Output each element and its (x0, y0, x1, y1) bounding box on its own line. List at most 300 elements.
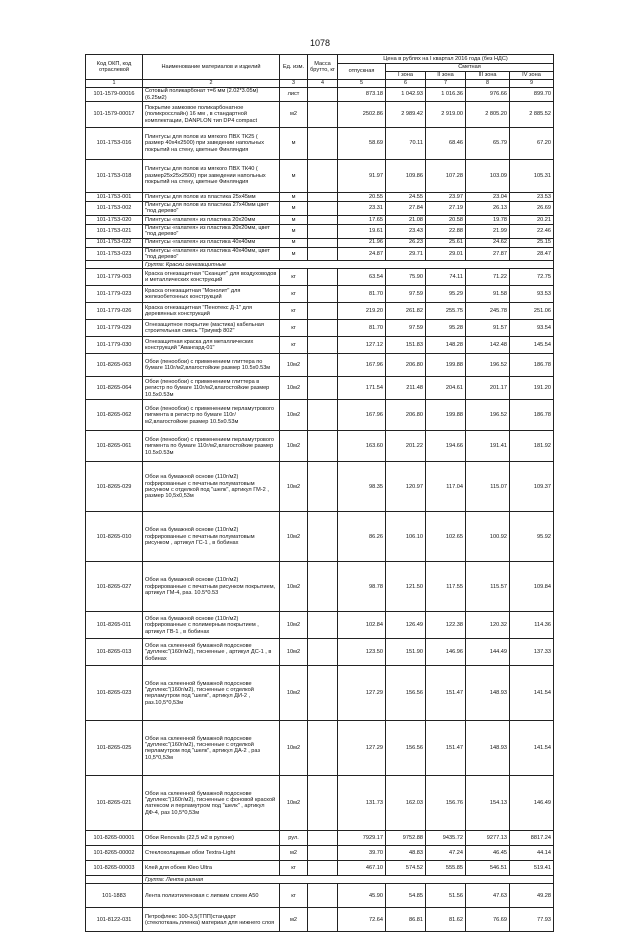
item-mass (308, 224, 338, 238)
item-unit: м (280, 202, 308, 216)
header-unit: Ед. изм. (280, 55, 308, 80)
item-name: Покрытие замковое поликарбонатное (поликросслайн) 16 мм , в стандартной комплектации, DANPLON тип DP4 compact (143, 102, 280, 128)
item-mass (308, 831, 338, 846)
table-row (86, 238, 554, 247)
item-code: 101-1753-023 (86, 247, 143, 261)
price-zone-1: 2 989.42 (386, 102, 426, 128)
price-zone-2: 204.61 (426, 377, 466, 400)
item-mass (308, 884, 338, 908)
item-name: Обои (пенообои) с применением перламутрового пигмента по бумаге 110г/м2,влагостойкие размер 10.5х0.53м (143, 431, 280, 462)
price-zone-4: 77.93 (510, 908, 554, 932)
price-zone-2: 51.56 (426, 884, 466, 908)
table-row (86, 88, 554, 102)
table-row (86, 128, 554, 160)
price-zone-1: 206.80 (386, 400, 426, 431)
table-row (86, 846, 554, 861)
price-zone-1: 70.11 (386, 128, 426, 160)
item-unit: 10м2 (280, 512, 308, 562)
item-mass (308, 908, 338, 932)
column-index: 9 (510, 80, 554, 88)
item-unit: кг (280, 303, 308, 320)
price-zone-1: 24.55 (386, 193, 426, 202)
item-mass (308, 562, 338, 612)
sale-price: 20.55 (338, 193, 386, 202)
item-mass (308, 286, 338, 303)
table-row (86, 354, 554, 377)
item-mass (308, 462, 338, 512)
sale-price: 167.96 (338, 354, 386, 377)
header-mass: Масса брутто, кг (308, 55, 338, 80)
item-mass (308, 639, 338, 666)
price-zone-1: 1 042.93 (386, 88, 426, 102)
price-zone-4: 137.33 (510, 639, 554, 666)
price-zone-4: 20.21 (510, 215, 554, 224)
price-zone-1: 120.97 (386, 462, 426, 512)
item-code: 101-1753-001 (86, 193, 143, 202)
price-zone-2: 117.04 (426, 462, 466, 512)
item-mass (308, 377, 338, 400)
price-zone-3: 144.49 (466, 639, 510, 666)
price-zone-2: 148.28 (426, 337, 466, 354)
price-zone-1: 48.83 (386, 846, 426, 861)
price-zone-2: 68.46 (426, 128, 466, 160)
price-zone-1: 109.86 (386, 160, 426, 193)
item-code: 101-8265-025 (86, 721, 143, 776)
price-zone-3: 245.78 (466, 303, 510, 320)
sale-price: 17.65 (338, 215, 386, 224)
price-zone-3: 2 805.20 (466, 102, 510, 128)
item-name: Плинтусы «галатея» из пластика 20х20мм, цвет "под дерево" (143, 224, 280, 238)
price-zone-3: 115.07 (466, 462, 510, 512)
price-zone-2: 122.38 (426, 612, 466, 639)
sale-price: 21.96 (338, 238, 386, 247)
price-zone-3: 71.22 (466, 269, 510, 286)
price-zone-3: 91.58 (466, 286, 510, 303)
item-unit: м (280, 128, 308, 160)
sale-price: 39.70 (338, 846, 386, 861)
price-zone-2: 22.88 (426, 224, 466, 238)
price-zone-2: 194.66 (426, 431, 466, 462)
item-unit: кг (280, 269, 308, 286)
item-name: Обои на бумажной основе (110г/м2) гофрированные с печатным рисунком покрытием, артикул ГМ-4, раз. 10.5*0.53 (143, 562, 280, 612)
sale-price: 102.84 (338, 612, 386, 639)
item-mass (308, 776, 338, 831)
column-index: 8 (466, 80, 510, 88)
item-mass (308, 269, 338, 286)
item-code: 101-8265-023 (86, 666, 143, 721)
price-zone-2: 20.58 (426, 215, 466, 224)
price-zone-4: 146.49 (510, 776, 554, 831)
table-row (86, 320, 554, 337)
price-zone-3: 120.32 (466, 612, 510, 639)
table-row (86, 612, 554, 639)
price-zone-4: 95.92 (510, 512, 554, 562)
price-zone-4: 93.54 (510, 320, 554, 337)
table-row (86, 462, 554, 512)
table-row (86, 861, 554, 876)
header-zone-2: II зона (426, 72, 466, 80)
price-zone-1: 206.80 (386, 354, 426, 377)
price-zone-3: 103.09 (466, 160, 510, 193)
price-zone-1: 211.48 (386, 377, 426, 400)
price-zone-1: 574.52 (386, 861, 426, 876)
item-name: Обои (пенообои) с применением глиттера по бумаге 110г/м2,влагостойкие размер 10.5х0.53м (143, 354, 280, 377)
table-row (86, 512, 554, 562)
item-code: 101-1779-029 (86, 320, 143, 337)
price-zone-2: 199.88 (426, 354, 466, 377)
table-row (86, 193, 554, 202)
price-zone-4: 2 885.52 (510, 102, 554, 128)
item-name: Обои на бумажной основе (110г/м2) гофрированные с печатным полуматовым рисунком с отделкой под "шелк", артикул ГМ-2 , размер 10,5х0,53м (143, 462, 280, 512)
price-zone-3: 26.13 (466, 202, 510, 216)
price-zone-2: 25.61 (426, 238, 466, 247)
item-mass (308, 512, 338, 562)
item-mass (308, 215, 338, 224)
item-unit: м2 (280, 102, 308, 128)
item-mass (308, 247, 338, 261)
price-zone-2: 29.01 (426, 247, 466, 261)
price-zone-2: 47.24 (426, 846, 466, 861)
item-unit: 10м2 (280, 612, 308, 639)
price-table (85, 54, 554, 932)
price-zone-3: 23.04 (466, 193, 510, 202)
column-index: 4 (308, 80, 338, 88)
price-zone-2: 95.29 (426, 286, 466, 303)
table-row (86, 303, 554, 320)
item-unit: кг (280, 286, 308, 303)
sale-price: 98.78 (338, 562, 386, 612)
item-code: 101-8265-063 (86, 354, 143, 377)
table-row (86, 102, 554, 128)
item-name: Петрофлекс 100-3,5(ТПП)стандарт (стеклоткань,пленка) материал для нижнего слоя (143, 908, 280, 932)
price-zone-3: 148.93 (466, 666, 510, 721)
price-zone-1: 156.56 (386, 721, 426, 776)
item-unit: м (280, 224, 308, 238)
item-code: 101-1779-003 (86, 269, 143, 286)
item-code: 101-1753-022 (86, 238, 143, 247)
table-row (86, 377, 554, 400)
price-zone-3: 148.93 (466, 721, 510, 776)
header-zone-1: I зона (386, 72, 426, 80)
price-zone-4: 181.92 (510, 431, 554, 462)
table-header (86, 55, 554, 88)
item-unit: кг (280, 861, 308, 876)
item-name: Обои на склеенной бумажной подоснове "дуплекс"(160г/м2), тисненные с отделкой перламутром под "шелк", артикул ДА-2 , раз 10,5*0,53м (143, 721, 280, 776)
item-unit: 10м2 (280, 776, 308, 831)
price-zone-2: 199.88 (426, 400, 466, 431)
sale-price: 24.87 (338, 247, 386, 261)
table-row (86, 721, 554, 776)
price-zone-1: 162.03 (386, 776, 426, 831)
sale-price: 72.64 (338, 908, 386, 932)
price-zone-2: 107.28 (426, 160, 466, 193)
price-zone-3: 91.57 (466, 320, 510, 337)
price-zone-3: 115.57 (466, 562, 510, 612)
item-code: 101-8265-011 (86, 612, 143, 639)
table-row (86, 884, 554, 908)
item-name: Огнезащитная краска для металлических конструкций "Авангард-01" (143, 337, 280, 354)
column-index: 6 (386, 80, 426, 88)
price-zone-4: 105.31 (510, 160, 554, 193)
price-zone-1: 201.22 (386, 431, 426, 462)
price-zone-1: 151.90 (386, 639, 426, 666)
sale-price: 81.70 (338, 286, 386, 303)
price-zone-1: 86.81 (386, 908, 426, 932)
price-zone-4: 23.53 (510, 193, 554, 202)
item-name: Краска огнезащитная "Пенотекс Д-1" для деревянных конструкций (143, 303, 280, 320)
item-unit: 10м2 (280, 721, 308, 776)
header-price-title: Цена в рублях на I квартал 2016 года (без НДС) (338, 55, 554, 64)
price-zone-1: 126.49 (386, 612, 426, 639)
item-unit: кг (280, 320, 308, 337)
item-unit: м (280, 247, 308, 261)
item-code: 101-8265-062 (86, 400, 143, 431)
item-mass (308, 337, 338, 354)
price-zone-4: 186.78 (510, 354, 554, 377)
header-code: Код ОКП, код отраслевой (86, 55, 143, 80)
sale-price: 167.96 (338, 400, 386, 431)
price-zone-4: 141.54 (510, 666, 554, 721)
price-zone-2: 151.47 (426, 721, 466, 776)
table-row (86, 776, 554, 831)
item-mass (308, 721, 338, 776)
sale-price: 219.20 (338, 303, 386, 320)
sale-price: 2502.86 (338, 102, 386, 128)
item-code: 101-8265-010 (86, 512, 143, 562)
price-zone-1: 97.59 (386, 286, 426, 303)
item-code: 101-1579-00017 (86, 102, 143, 128)
item-name: Плинтусы «галатея» из пластика 40х40мм, цвет "под дерево" (143, 247, 280, 261)
item-code: 101-8265-027 (86, 562, 143, 612)
sale-price: 131.73 (338, 776, 386, 831)
column-index: 1 (86, 80, 143, 88)
sale-price: 86.26 (338, 512, 386, 562)
price-zone-3: 546.51 (466, 861, 510, 876)
item-name: Плинтусы для полов из мягкого ПВХ ТК40 ( размер25х25х2500) при заведении напольных покрытий на стену, цветные Финляндия (143, 160, 280, 193)
item-mass (308, 846, 338, 861)
item-unit: м2 (280, 908, 308, 932)
item-unit: 10м2 (280, 400, 308, 431)
item-code: 101-8265-00002 (86, 846, 143, 861)
item-mass (308, 400, 338, 431)
price-zone-1: 121.50 (386, 562, 426, 612)
table-row (86, 247, 554, 261)
price-zone-2: 74.11 (426, 269, 466, 286)
item-unit: м (280, 160, 308, 193)
item-mass (308, 102, 338, 128)
table-row (86, 666, 554, 721)
price-zone-3: 100.92 (466, 512, 510, 562)
header-sale-price: отпускная (338, 64, 386, 80)
sale-price: 45.90 (338, 884, 386, 908)
price-zone-1: 97.59 (386, 320, 426, 337)
table-row (86, 831, 554, 846)
price-zone-4: 26.69 (510, 202, 554, 216)
price-zone-1: 261.82 (386, 303, 426, 320)
price-zone-1: 9752.88 (386, 831, 426, 846)
price-zone-4: 72.75 (510, 269, 554, 286)
group-row (86, 876, 554, 884)
price-zone-4: 49.28 (510, 884, 554, 908)
sale-price: 7929.17 (338, 831, 386, 846)
item-code: 101-1753-021 (86, 224, 143, 238)
column-index: 3 (280, 80, 308, 88)
sale-price: 171.54 (338, 377, 386, 400)
item-unit: 10м2 (280, 462, 308, 512)
group-title: Группа: Лента разная (143, 876, 554, 884)
item-code: 101-8265-00001 (86, 831, 143, 846)
item-mass (308, 666, 338, 721)
price-zone-4: 519.41 (510, 861, 554, 876)
item-name: Плинтусы для полов из пластика 25х45мм (143, 193, 280, 202)
sale-price: 127.29 (338, 721, 386, 776)
item-name: Обои (пенообои) с применением перламутрового пигмента в регистр по бумаге 110г/м2,влагостойкие размер 10.5х0.53м (143, 400, 280, 431)
item-code: 101-1779-023 (86, 286, 143, 303)
item-name: Обои Renovalis (22,5 м2 в рулоне) (143, 831, 280, 846)
group-title: Группа: Краски огнезащитные (143, 261, 554, 269)
item-code: 101-1753-002 (86, 202, 143, 216)
price-zone-2: 117.55 (426, 562, 466, 612)
price-zone-2: 156.76 (426, 776, 466, 831)
table-row (86, 639, 554, 666)
item-code: 101-1883 (86, 884, 143, 908)
item-mass (308, 612, 338, 639)
price-zone-3: 142.48 (466, 337, 510, 354)
item-name: Краска огнезащитная "Сканцит" для воздуховодов и металлических конструкций (143, 269, 280, 286)
price-zone-2: 2 919.00 (426, 102, 466, 128)
item-unit: 10м2 (280, 639, 308, 666)
item-unit: 10м2 (280, 377, 308, 400)
item-name: Обои на бумажной основе (110г/м2) гофрированные с печатным полуматовым рисунком , артикул ГС-1 , в бобинах (143, 512, 280, 562)
item-unit: 10м2 (280, 562, 308, 612)
price-zone-2: 255.75 (426, 303, 466, 320)
item-unit: м2 (280, 846, 308, 861)
price-zone-3: 65.79 (466, 128, 510, 160)
item-name: Сотовый поликарбонат т=6 мм (2.02*3.05м) (6.25м2) (143, 88, 280, 102)
item-name: Краска огнезащитная "Монолит" для железобетонных конструкций (143, 286, 280, 303)
price-zone-1: 75.90 (386, 269, 426, 286)
sale-price: 58.69 (338, 128, 386, 160)
table-row (86, 908, 554, 932)
price-zone-1: 156.56 (386, 666, 426, 721)
table-row (86, 269, 554, 286)
item-mass (308, 202, 338, 216)
price-zone-4: 186.78 (510, 400, 554, 431)
table-row (86, 562, 554, 612)
price-zone-3: 196.52 (466, 400, 510, 431)
item-name: Плинтусы «галатея» из пластика 40х40мм (143, 238, 280, 247)
price-zone-3: 201.17 (466, 377, 510, 400)
price-zone-4: 109.37 (510, 462, 554, 512)
item-name: Обои на склеенной бумажной подоснове "дуплекс"(160г/м2), тисненные с отделкой перламутром под "шелк", артикул ДИ-2 , раз.10,5*0,53м (143, 666, 280, 721)
item-unit: кг (280, 337, 308, 354)
item-unit: 10м2 (280, 431, 308, 462)
item-code: 101-8265-029 (86, 462, 143, 512)
item-name: Плинтусы для полов из мягкого ПВХ ТК25 ( размер 40х4х2500) при заведении напольных покрытий на стену, цветные Финляндия (143, 128, 280, 160)
price-zone-1: 29.71 (386, 247, 426, 261)
item-code: 101-8265-064 (86, 377, 143, 400)
header-smeta: Сметная (386, 64, 554, 72)
price-zone-3: 46.45 (466, 846, 510, 861)
price-zone-3: 191.41 (466, 431, 510, 462)
price-zone-3: 21.99 (466, 224, 510, 238)
item-code: 101-1753-018 (86, 160, 143, 193)
price-zone-1: 26.23 (386, 238, 426, 247)
group-row (86, 261, 554, 269)
item-mass (308, 193, 338, 202)
item-mass (308, 431, 338, 462)
sale-price: 873.18 (338, 88, 386, 102)
item-unit: м (280, 193, 308, 202)
price-zone-3: 9277.13 (466, 831, 510, 846)
sale-price: 163.60 (338, 431, 386, 462)
item-name: Обои (пенообои) с применением глиттера в регистр по бумаге 110г/м2,влагостойкие размер 10.5х0.53м (143, 377, 280, 400)
price-zone-4: 191.20 (510, 377, 554, 400)
item-code: 101-8265-013 (86, 639, 143, 666)
sale-price: 63.54 (338, 269, 386, 286)
item-unit: 10м2 (280, 354, 308, 377)
sale-price: 127.12 (338, 337, 386, 354)
price-zone-2: 146.96 (426, 639, 466, 666)
item-code: 101-1779-026 (86, 303, 143, 320)
price-zone-1: 54.85 (386, 884, 426, 908)
table-row (86, 286, 554, 303)
price-zone-4: 67.20 (510, 128, 554, 160)
price-zone-3: 19.78 (466, 215, 510, 224)
price-zone-1: 151.83 (386, 337, 426, 354)
item-mass (308, 128, 338, 160)
price-zone-4: 109.84 (510, 562, 554, 612)
sale-price: 127.29 (338, 666, 386, 721)
price-zone-2: 27.19 (426, 202, 466, 216)
price-zone-3: 27.87 (466, 247, 510, 261)
item-mass (308, 861, 338, 876)
price-zone-3: 24.62 (466, 238, 510, 247)
sale-price: 81.70 (338, 320, 386, 337)
item-code: 101-1753-016 (86, 128, 143, 160)
price-zone-2: 81.62 (426, 908, 466, 932)
header-zone-3: III зона (466, 72, 510, 80)
price-zone-2: 9435.72 (426, 831, 466, 846)
item-code: 101-8122-031 (86, 908, 143, 932)
column-index: 2 (143, 80, 280, 88)
price-zone-2: 102.65 (426, 512, 466, 562)
item-unit: кг (280, 884, 308, 908)
sale-price: 98.35 (338, 462, 386, 512)
page-number: 1078 (309, 38, 331, 48)
item-code: 101-1753-020 (86, 215, 143, 224)
column-index: 5 (338, 80, 386, 88)
price-zone-4: 28.47 (510, 247, 554, 261)
table-row (86, 431, 554, 462)
item-name: Обои на склеенной бумажной подоснове "дуплекс"(160г/м2), тисненные , артикул ДС-1 , в бобинах (143, 639, 280, 666)
price-zone-3: 76.69 (466, 908, 510, 932)
column-index-row (86, 80, 554, 88)
table-body (86, 88, 554, 932)
price-zone-4: 899.70 (510, 88, 554, 102)
price-zone-2: 555.85 (426, 861, 466, 876)
price-zone-4: 93.53 (510, 286, 554, 303)
price-zone-1: 27.84 (386, 202, 426, 216)
price-zone-3: 976.66 (466, 88, 510, 102)
table-row (86, 337, 554, 354)
item-mass (308, 320, 338, 337)
price-zone-4: 8817.24 (510, 831, 554, 846)
price-zone-1: 106.10 (386, 512, 426, 562)
price-zone-2: 23.97 (426, 193, 466, 202)
price-zone-4: 145.54 (510, 337, 554, 354)
item-mass (308, 354, 338, 377)
